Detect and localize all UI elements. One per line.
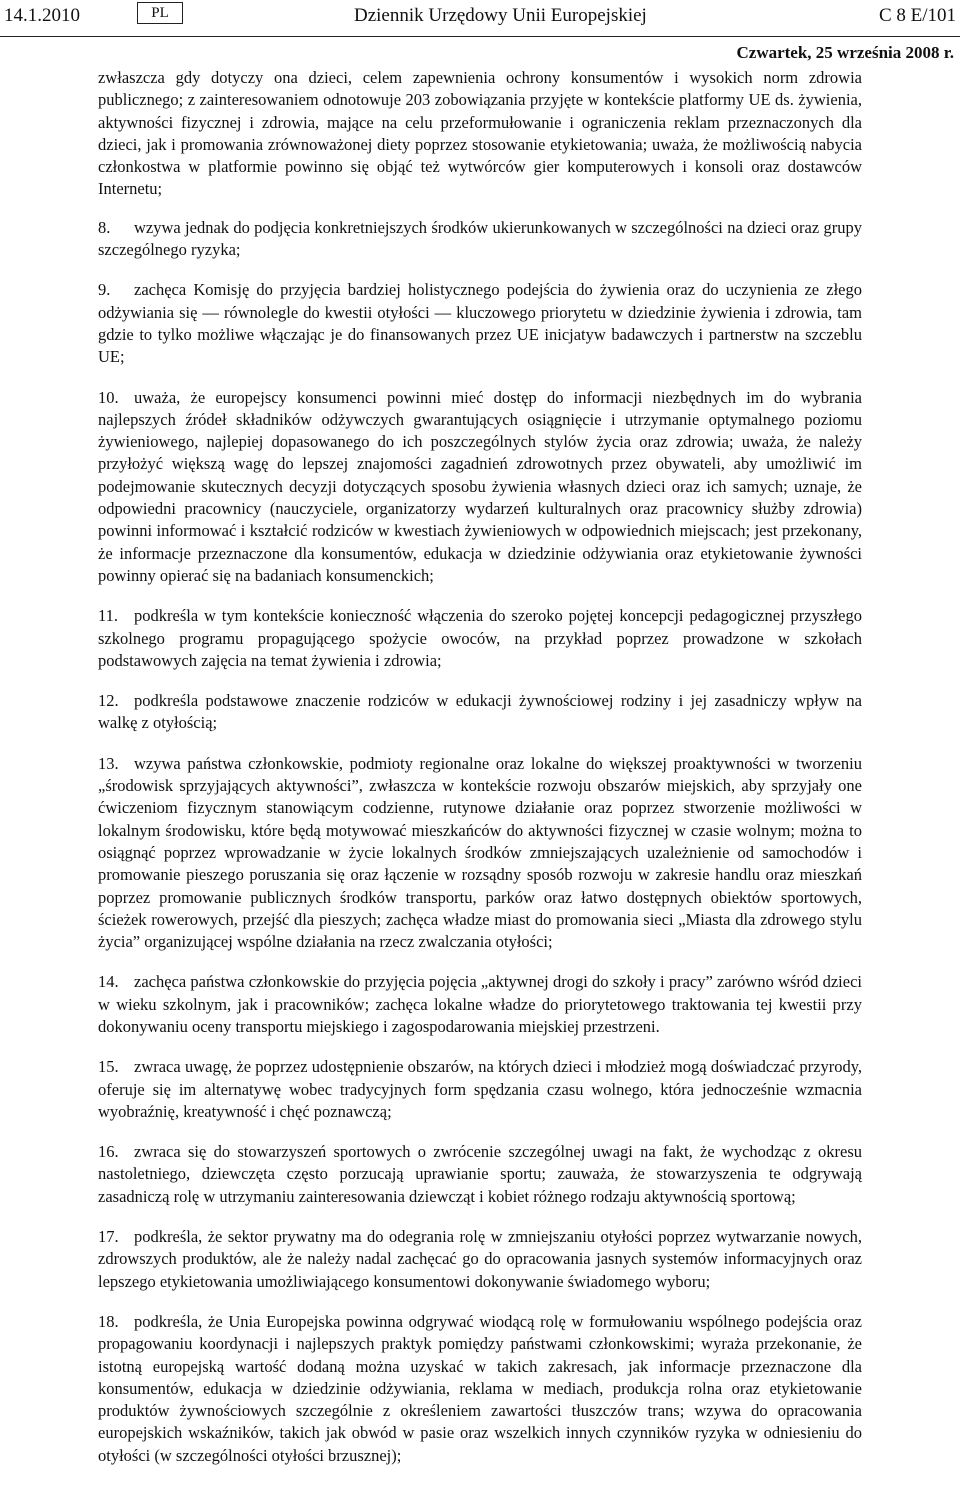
header-divider — [0, 36, 960, 37]
publication-date: 14.1.2010 — [4, 5, 80, 26]
paragraph-number: 18. — [98, 1311, 119, 1331]
page-header — [0, 0, 960, 38]
paragraph-text: wzywa jednak do podjęcia konkretniejszych środków ukierunkowanych w szczególności na dzieci oraz grupy szczególnego ryzyka; — [98, 217, 862, 260]
paragraph-17 — [98, 1226, 862, 1293]
paragraph-text: wzywa państwa członkowskie, podmioty regionalne oraz lokalne do większej proaktywności w tworzeniu „środowisk sprzyjających aktywności”, zwłaszcza w kontekście rozwoju obszarów miejskich, aby sprzyjały one ćwiczeniom fizycznym stanowiącym codzienne, rutynowe działanie oraz poprzez stworzenie możliwości w lokalnym środowisku, które będą motywować mieszkańców do aktywności fizycznej w czasie wolnym; można to osiągnąć poprzez wprowadzanie w życie lokalnych środków zmniejszających uzależnienie od samochodów i promowanie pieszego poruszania się oraz łączenie w rozsądny sposób rozwoju w zakresie handlu oraz mieszkań poprzez promowanie publicznych środków transportu, parków oraz łatwo dostępnych obiektów sportowych, ścieżek rowerowych, przejść dla pieszych; zachęca władze miast do promowania sieci „Miasta dla zdrowego stylu życia” organizującej wspólne działania na rzecz zwalczania otyłości; — [98, 753, 862, 952]
paragraph-text: podkreśla w tym kontekście konieczność włączenia do szeroko pojętej koncepcji pedagogicznej przyszłego szkolnego programu propagującego spożycie owoców, na przykład poprzez prowadzone w szkołach podstawowych zajęcia na temat żywienia i zdrowia; — [98, 606, 862, 670]
paragraph-number: 11. — [98, 606, 119, 626]
paragraph-number: 15. — [98, 1057, 119, 1077]
paragraph-9 — [98, 279, 862, 368]
paragraph-number: 13. — [98, 753, 119, 773]
journal-title: Dziennik Urzędowy Unii Europejskiej — [354, 5, 647, 26]
paragraph-text: zwraca uwagę, że poprzez udostępnienie obszarów, na których dzieci i młodzież mogą doświadczać przyrody, oferuje się im alternatywę wobec tradycyjnych form spędzania czasu wolnego, która jednocześnie wzmacnia wyobraźnię, kreatywność i chęć poznawczą; — [98, 1057, 862, 1121]
paragraph-number: 16. — [98, 1142, 119, 1162]
paragraph-8 — [98, 217, 862, 262]
paragraph-text: podkreśla podstawowe znaczenie rodziców w edukacji żywnościowej rodziny i jej zasadniczy wpływ na walkę z otyłością; — [98, 691, 862, 733]
paragraph-11 — [98, 605, 862, 672]
paragraph-text: podkreśla, że Unia Europejska powinna odgrywać wiodącą rolę w formułowaniu wspólnego podejścia oraz propagowaniu koordynacji i najlepszych praktyk pomiędzy państwami członkowskimi; wyraża przekonanie, że istotną europejską wartość dodaną można uzyskać w takich zakresach, jak informacje przeznaczone dla konsumentów, edukacja w dziedzinie odżywiania, reklama w mediach, produkcja rolna oraz etykietowanie produktów żywnościowych szczególnie z określeniem zawartości tłuszczów trans; wzywa do opracowania europejskich wskaźników, takich jak obwód w pasie oraz wszelkich innych czynników ryzyka w odniesieniu do otyłości (w szczególności otyłości brzusznej); — [98, 1311, 862, 1465]
paragraph-text: podkreśla, że sektor prywatny ma do odegrania rolę w zmniejszaniu otyłości poprzez wytwarzanie nowych, zdrowszych produktów, ale że należy nadal zachęcać go do opracowania jasnych systemów informacyjnych oraz lepszego etykietowania umożliwiającego konsumentowi dokonywanie świadomego wyboru; — [98, 1227, 862, 1291]
document-body — [98, 67, 862, 1485]
paragraph-number: 17. — [98, 1227, 119, 1247]
paragraph-number: 14. — [98, 972, 119, 992]
paragraph-12 — [98, 690, 862, 735]
paragraph-number: 10. — [98, 387, 119, 407]
paragraph-text: zwraca się do stowarzyszeń sportowych o zwrócenie szczególnej uwagi na fakt, że wychodząc z okresu nastoletniego, dziewczęta często porzucają uprawianie sportu; zauważa, że stowarzyszenia te odgrywają zasadniczą rolę w utrzymaniu zainteresowania dziewcząt i kobiet różnego rodzaju aktywnością sportową; — [98, 1142, 862, 1206]
intro-paragraph: zwłaszcza gdy dotyczy ona dzieci, celem zapewnienia ochrony konsumentów i wysokich norm zdrowia publicznego; z zainteresowaniem odnotowuje 203 zobowiązania przyjęte w kontekście platformy UE ds. żywienia, aktywności fizycznej i zdrowia, mające na celu przeformułowanie i ograniczenia reklam przeznaczonych dla dzieci, jak i promowania zrównoważonej diety poprzez stosowanie etykietowania; uważa, że możliwością nabycia członkostwa w platformie powinno się objąć też wytwórców gier komputerowych i konsoli oraz dostawców Internetu; — [98, 68, 862, 199]
paragraph-15 — [98, 1056, 862, 1123]
paragraph-18 — [98, 1311, 862, 1467]
language-badge: PL — [137, 2, 183, 24]
paragraph-14 — [98, 971, 862, 1038]
paragraph-number: 9. — [98, 280, 111, 300]
sitting-date: Czwartek, 25 września 2008 r. — [736, 43, 954, 62]
paragraph-13 — [98, 753, 862, 954]
paragraph-number: 12. — [98, 691, 119, 711]
paragraph-text: uważa, że europejscy konsumenci powinni mieć dostęp do informacji niezbędnych im do wybrania najlepszych źródeł składników odżywczych gwarantujących osiągnięcie i utrzymanie optymalnego poziomu żywieniowego, najlepiej dopasowanego do ich poszczególnych stylów życia oraz zdrowia; uważa, że należy przyłożyć większą wagę do lepszej znajomości zagadnień zdrowotnych przez obywateli, aby umożliwić im podejmowanie skutecznych decyzji dotyczących sposobu żywienia własnych dzieci oraz ich samych; uznaje, że odpowiedni pracownicy (nauczyciele, organizatorzy wydarzeń kulturalnych oraz pracownicy służby zdrowia) powinni informować i kształcić rodziców w kwestiach żywieniowych w odpowiednich miejscach; jest przekonany, że informacje przeznaczone dla konsumentów, edukacja w dziedzinie odżywiania oraz etykietowanie żywności powinny opierać się na badaniach konsumenckich; — [98, 387, 862, 585]
paragraph-text: zachęca Komisję do przyjęcia bardziej holistycznego podejścia do żywienia oraz do uczynienia ze złego odżywiania się — równolegle do kwestii otyłości — kluczowego priorytetu w dziedzinie żywienia i zdrowia, tam gdzie to tylko możliwe włączając je do finansowanych przez UE inicjatyw badawczych i partnerstw na szczeblu UE; — [98, 280, 862, 367]
journal-reference: C 8 E/101 — [878, 5, 956, 26]
paragraph-10 — [98, 387, 862, 588]
paragraph-text: zachęca państwa członkowskie do przyjęcia pojęcia „aktywnej drogi do szkoły i pracy” zarówno wśród dzieci w wieku szkolnym, jak i pracowników; zachęca lokalne władze do priorytetowego traktowania tej kwestii przy dokonywaniu oceny transportu miejskiego i zagospodarowania miejskiej przestrzeni. — [98, 972, 862, 1036]
paragraph-number: 8. — [98, 217, 111, 237]
paragraph-16 — [98, 1141, 862, 1208]
